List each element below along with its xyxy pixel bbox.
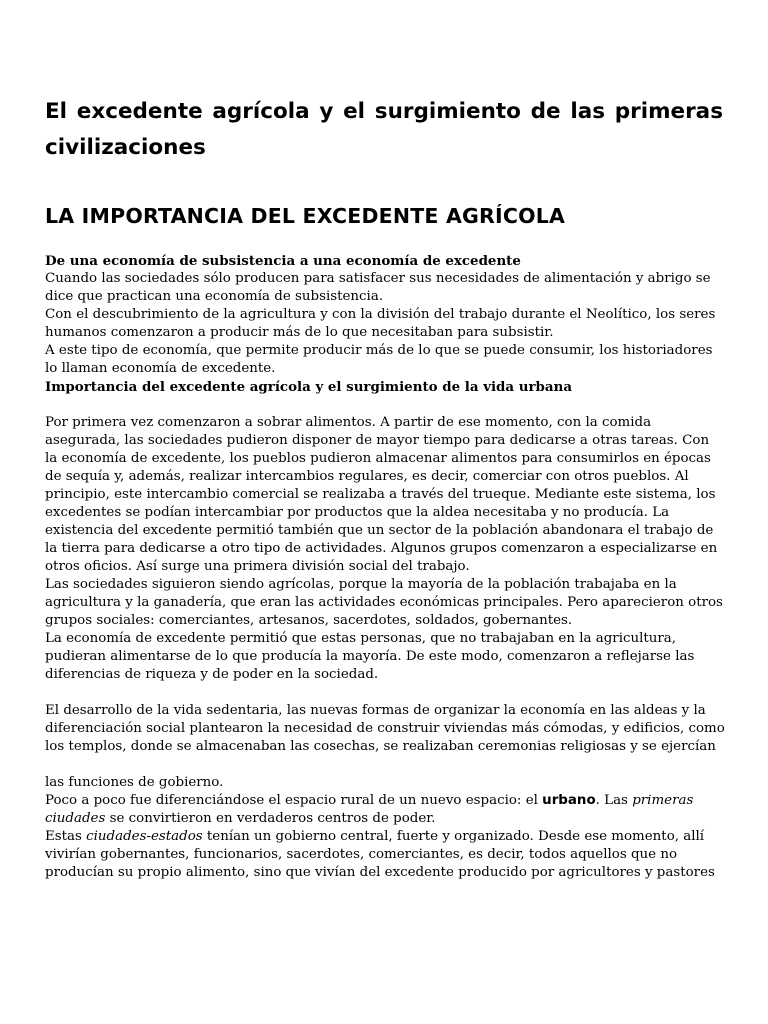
paragraph-social-groups: Las sociedades siguieron siendo agrícolas, porque la mayoría de la población trabajaba en la agricultura y la ganadería, que eran las actividades económicas principales. Pero aparecieron otros grupos sociales: comerciantes, artesanos, sacerdotes, soldados, gobernantes.: [45, 577, 723, 628]
paragraph-gap: [45, 756, 725, 774]
document-body: [45, 252, 725, 882]
first-cities-term: primeras ciudades: [45, 793, 694, 826]
paragraph-sedentary-life: El desarrollo de la vida sedentaria, las nuevas formas de organizar la economía en las aldeas y la diferenciación social plantearon la necesidad de construir viviendas más cómodas, y edificios, como los templos, donde se almacenaban las cosechas, se realizaban ceremonias religiosas y se ejercían: [45, 703, 725, 754]
paragraph-gap: [45, 396, 725, 414]
section-heading: LA IMPORTANCIA DEL EXCEDENTE AGRÍCOLA: [45, 204, 566, 228]
paragraph-surplus-economy: A este tipo de economía, que permite producir más de lo que se puede consumir, los historiadores lo llaman economía de excedente.: [45, 343, 713, 376]
document-title: El excedente agrícola y el surgimiento de las primeras civilizaciones: [45, 99, 723, 160]
paragraph-city-states: Estas ciudades-estados tenían un gobierno central, fuerte y organizado. Desde ese momento, allí vivirían gobernantes, funcionarios, sacerdotes, comerciantes, es decir, todos aquellos que no producían su propio alimento, sino que vivían del excedente producido por agricultores y pastores: [45, 829, 715, 880]
urban-term: urbano: [542, 793, 596, 808]
paragraph-government-functions: las funciones de gobierno.: [45, 775, 224, 790]
subheading-subsistence: De una economía de subsistencia a una economía de excedente: [45, 253, 521, 269]
paragraph-gap: [45, 684, 725, 702]
subheading-urban-life: Importancia del excedente agrícola y el surgimiento de la vida urbana: [45, 379, 573, 395]
paragraph-urban-space: Poco a poco fue diferenciándose el espacio rural de un nuevo espacio: el urbano. Las primeras ciudades se convirtieron en verdaderos centros de poder.: [45, 793, 694, 826]
paragraph-wealth-differences: La economía de excedente permitió que estas personas, que no trabajaban en la agricultura, pudieran alimentarse de lo que producía la mayoría. De este modo, comenzaron a reflejarse las diferencias de riqueza y de poder en la sociedad.: [45, 631, 695, 682]
city-states-term: ciudades-estados: [86, 829, 203, 844]
paragraph-neolithic: Con el descubrimiento de la agricultura y con la división del trabajo durante el Neolítico, los seres humanos comenzaron a producir más de lo que necesitaban para subsistir.: [45, 307, 716, 340]
paragraph-surplus-food: Por primera vez comenzaron a sobrar alimentos. A partir de ese momento, con la comida asegurada, las sociedades pudieron disponer de mayor tiempo para dedicarse a otras tareas. Con la economía de excedente, los pueblos pudieron almacenar alimentos para consumirlos en épocas de sequía y, además, realizar intercambios regulares, es decir, comerciar con otros pueblos. Al principio, este intercambio comercial se realizaba a través del trueque. Mediante este sistema, los excedentes se podían intercambiar por productos que la aldea necesitaba y no producía. La existencia del excedente permitió también que un sector de la población abandonara el trabajo de la tierra para dedicarse a otro tipo de actividades. Algunos grupos comenzaron a especializarse en otros oficios. Así surge una primera división social del trabajo.: [45, 415, 718, 574]
paragraph-subsistence: Cuando las sociedades sólo producen para satisfacer sus necesidades de alimentación y abrigo se dice que practican una economía de subsistencia.: [45, 271, 711, 304]
